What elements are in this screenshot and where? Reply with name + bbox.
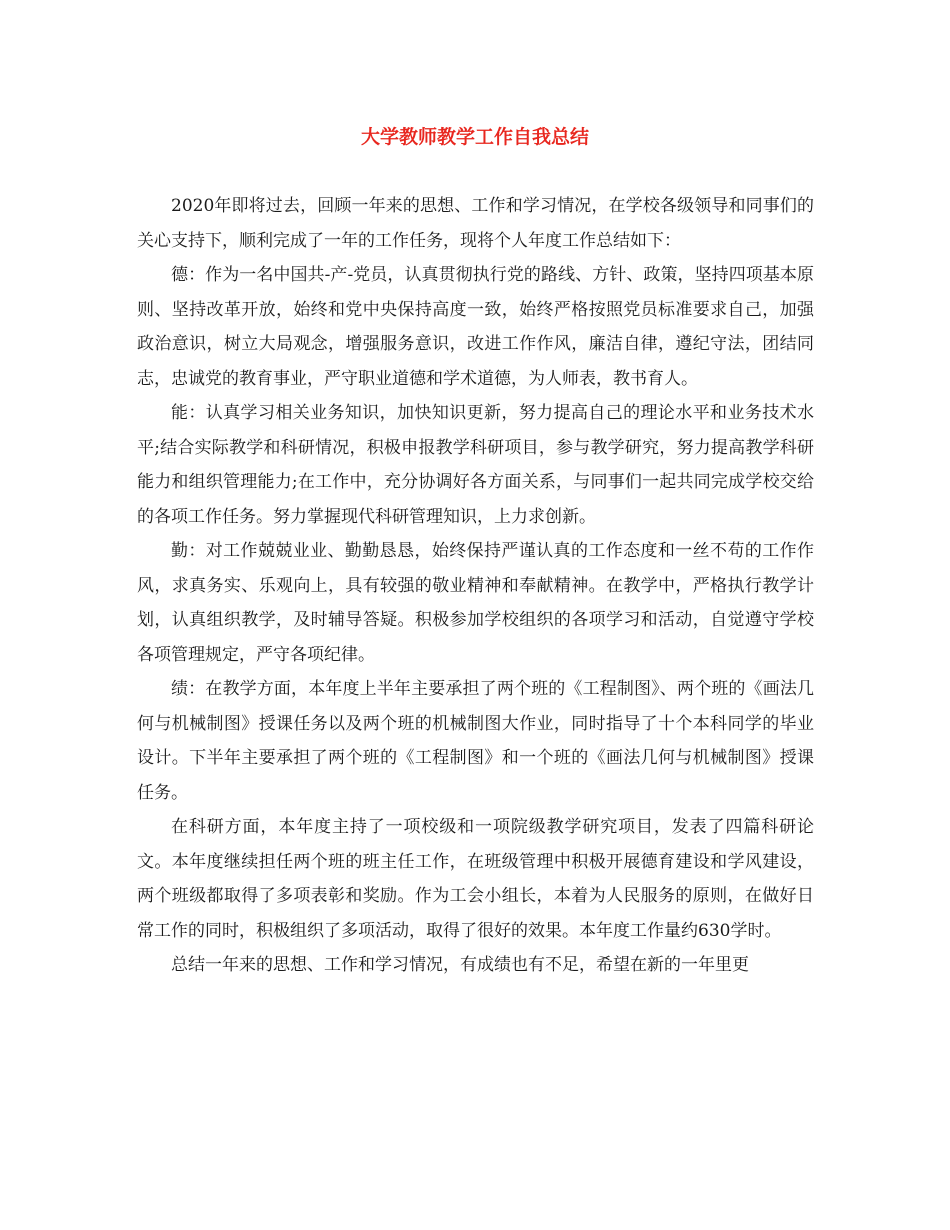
paragraph-achievement-research: 在科研方面，本年度主持了一项校级和一项院级教学研究项目，发表了四篇科研论文。本年度继续担任两个班的班主任工作，在班级管理中积极开展德育建设和学风建设，两个班级都取得了多项表彰和奖励。作为工会小组长，本着为人民服务的原则，在做好日常工作的同时，积极组织了多项活动，取得了很好的效果。本年度工作量约630学时。 <box>137 817 814 941</box>
paragraph-diligence: 勤：对工作兢兢业业、勤勤恳恳，始终保持严谨认真的工作态度和一丝不苟的工作作风，求真务实、乐观向上，具有较强的敬业精神和奉献精神。在教学中，严格执行教学计划，认真组织教学，及时辅导答疑。积极参加学校组织的各项学习和活动，自觉遵守学校各项管理规定，严守各项纪律。 <box>137 541 814 665</box>
paragraph-morality: 德：作为一名中国共-产-党员，认真贯彻执行党的路线、方针、政策，坚持四项基本原则、坚持改革开放，始终和党中央保持高度一致，始终严格按照党员标准要求自己，加强政治意识，树立大局观念，增强服务意识，改进工作作风，廉洁自律，遵纪守法，团结同志，忠诚党的教育事业，严守职业道德和学术道德，为人师表，教书育人。 <box>137 265 814 389</box>
paragraph-conclusion: 总结一年来的思想、工作和学习情况，有成绩也有不足，希望在新的一年里更 <box>171 955 749 975</box>
document-body <box>137 189 814 983</box>
paragraph-intro: 2020年即将过去，回顾一年来的思想、工作和学习情况，在学校各级领导和同事们的关心支持下，顺利完成了一年的工作任务，现将个人年度工作总结如下： <box>137 196 814 251</box>
document-title: 大学教师教学工作自我总结 <box>360 126 589 148</box>
paragraph-achievement-teaching: 绩：在教学方面，本年度上半年主要承担了两个班的《工程制图》、两个班的《画法几何与机械制图》授课任务以及两个班的机械制图大作业，同时指导了十个本科同学的毕业设计。下半年主要承担了两个班的《工程制图》和一个班的《画法几何与机械制图》授课任务。 <box>137 679 814 803</box>
paragraph-ability: 能：认真学习相关业务知识，加快知识更新，努力提高自己的理论水平和业务技术水平;结合实际教学和科研情况，积极申报教学科研项目，参与教学研究，努力提高教学科研能力和组织管理能力;在工作中，充分协调好各方面关系，与同事们一起共同完成学校交给的各项工作任务。努力掌握现代科研管理知识，上力求创新。 <box>137 403 814 527</box>
